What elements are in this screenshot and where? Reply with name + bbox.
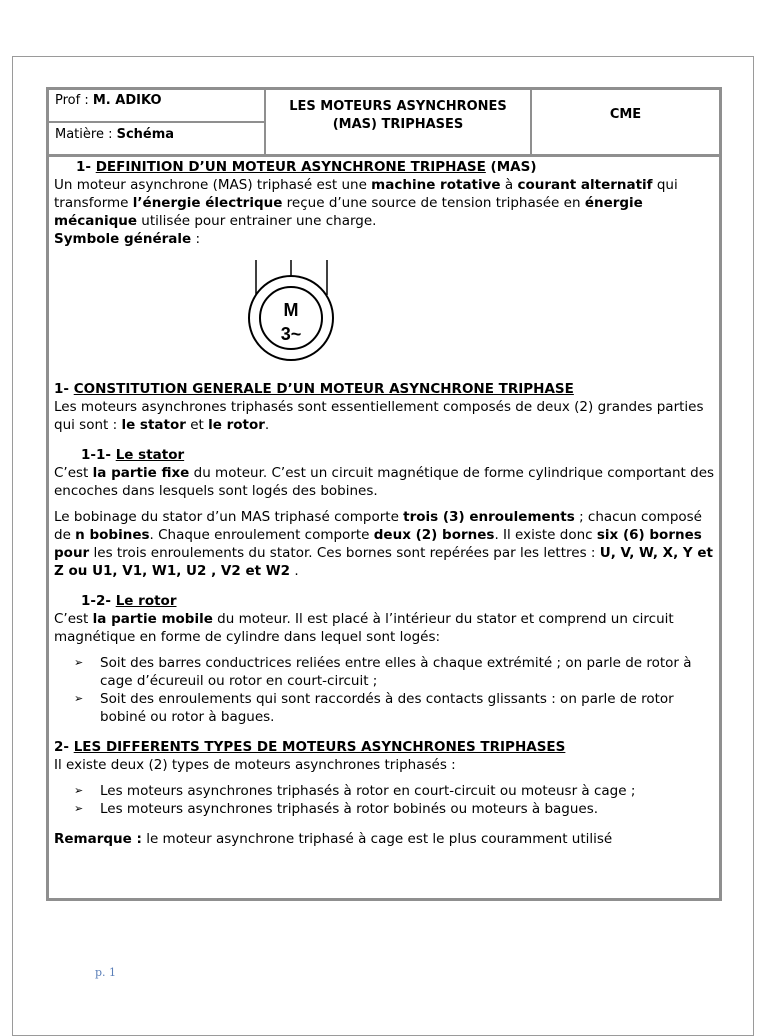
section-title: CONSTITUTION GENERALE D’UN MOTEUR ASYNCHRONE TRIPHASE: [73, 381, 574, 397]
arrow-bullet-icon: ➢: [74, 692, 84, 705]
matiere-label: Matière :: [55, 127, 117, 142]
list-item-text: Soit des enroulements qui sont raccordés à des contacts glissants : on parle de rotor bobiné ou rotor à bagues.: [100, 691, 674, 725]
symbol-colon: :: [191, 231, 200, 247]
text: les trois enroulements du stator. Ces bornes sont repérées par les lettres :: [89, 545, 600, 561]
text: reçue d’une source de tension triphasée en: [282, 195, 585, 211]
prof-cell: [49, 90, 266, 123]
list-item: [54, 654, 716, 690]
motor-phase: 3~: [280, 324, 302, 344]
constitution-paragraph: [54, 398, 716, 434]
symbol-label: [54, 230, 716, 248]
matiere-value: Schéma: [116, 127, 175, 142]
list-item: [54, 800, 716, 818]
list-item-text: Les moteurs asynchrones triphasés à rotor bobinés ou moteurs à bagues.: [100, 801, 599, 817]
section-title: LES DIFFERENTS TYPES DE MOTEURS ASYNCHRONES TRIPHASES: [73, 739, 566, 755]
document-content: [54, 158, 716, 848]
section-constitution-heading: [54, 380, 716, 398]
symbol-label-text: Symbole générale: [54, 231, 192, 247]
motor-symbol-diagram: [244, 260, 364, 370]
text: . Il existe donc: [494, 527, 597, 543]
text: . Chaque enroulement comporte: [149, 527, 374, 543]
text: Le bobinage du stator d’un MAS triphasé comporte: [54, 509, 404, 525]
bold-text: le rotor: [208, 417, 265, 433]
bold-text: énergie mécanique: [54, 195, 643, 229]
remark-label: Remarque :: [54, 831, 142, 847]
stator-paragraph-1: [54, 464, 716, 500]
stator-heading: [81, 446, 716, 464]
prof-label: Prof :: [55, 93, 93, 108]
section-title-suffix: (MAS): [485, 159, 537, 175]
section-definition-heading: [76, 158, 716, 176]
section-number: 1-: [76, 159, 96, 175]
section-title: Le rotor: [115, 593, 177, 609]
bold-text: courant alternatif: [517, 177, 653, 193]
header-table: [49, 90, 719, 157]
bold-text: U, V, W, X, Y et Z ou U1, V1, W1, U2 , V2 et W2: [54, 545, 714, 579]
list-item: [54, 690, 716, 726]
types-intro: Il existe deux (2) types de moteurs asynchrones triphasés :: [54, 757, 456, 773]
matiere-cell: [49, 123, 266, 154]
bold-text: n bobines: [75, 527, 150, 543]
title-line-1: LES MOTEURS ASYNCHRONES: [289, 99, 507, 114]
bold-text: machine rotative: [371, 177, 501, 193]
arrow-bullet-icon: ➢: [74, 656, 84, 669]
text: à: [500, 177, 518, 193]
text: qui transforme: [54, 177, 678, 211]
definition-paragraph: [54, 176, 716, 230]
text: C’est: [54, 465, 93, 481]
types-bullet-list: [54, 782, 716, 818]
list-item: [54, 782, 716, 800]
text: du moteur. C’est un circuit magnétique de forme cylindrique comportant des encoches dans lesquels sont logés des bobines.: [54, 465, 715, 499]
text: Un moteur asynchrone (MAS) triphasé est une: [54, 177, 372, 193]
arrow-bullet-icon: ➢: [74, 802, 84, 815]
rotor-bullet-list: [54, 654, 716, 726]
bold-text: l’énergie électrique: [132, 195, 283, 211]
remark: [54, 830, 716, 848]
section-title: Le stator: [115, 447, 185, 463]
document-title: [266, 90, 532, 154]
types-heading: [54, 738, 716, 756]
bold-text: trois (3) enroulements: [403, 509, 575, 525]
section-number: 2-: [54, 739, 74, 755]
page-number: p. 1: [95, 966, 117, 979]
title-line-2: (MAS) TRIPHASES: [332, 117, 464, 132]
motor-symbol: [54, 248, 716, 380]
list-item-text: Les moteurs asynchrones triphasés à rotor en court-circuit ou moteusr à cage ;: [100, 783, 636, 799]
list-item-text: Soit des barres conductrices reliées entre elles à chaque extrémité ; on parle de rotor à cage d’écureuil ou rotor en court-circuit ;: [100, 655, 692, 689]
text: ; chacun composé de: [54, 509, 702, 543]
section-number: 1-2-: [81, 593, 116, 609]
text: .: [264, 417, 270, 433]
bold-text: le stator: [121, 417, 186, 433]
bold-text: la partie mobile: [92, 611, 213, 627]
section-title: DEFINITION D’UN MOTEUR ASYNCHRONE TRIPHASE: [95, 159, 486, 175]
section-number: 1-1-: [81, 447, 116, 463]
bold-text: deux (2) bornes: [373, 527, 495, 543]
rotor-paragraph: [54, 610, 716, 646]
bold-text: la partie fixe: [92, 465, 190, 481]
bold-text: six (6) bornes pour: [54, 527, 702, 561]
motor-letter: M: [283, 300, 299, 320]
level-cell: CME: [609, 107, 642, 122]
remark-text: le moteur asynchrone triphasé à cage est le plus couramment utilisé: [141, 831, 613, 847]
section-number: 1-: [54, 381, 74, 397]
rotor-heading: [81, 592, 716, 610]
text: Les moteurs asynchrones triphasés sont essentiellement composés de deux (2) grandes parties qui sont :: [54, 399, 704, 433]
arrow-bullet-icon: ➢: [74, 784, 84, 797]
text: du moteur. Il est placé à l’intérieur du stator et comprend un circuit magnétique en forme de cylindre dans lequel sont logés:: [54, 611, 674, 645]
stator-paragraph-2: [54, 508, 716, 580]
text: utilisée pour entrainer une charge.: [137, 213, 377, 229]
text: C’est: [54, 611, 93, 627]
text: et: [185, 417, 209, 433]
prof-name: M. ADIKO: [92, 93, 162, 108]
text: .: [290, 563, 299, 579]
document-box: [46, 87, 722, 901]
